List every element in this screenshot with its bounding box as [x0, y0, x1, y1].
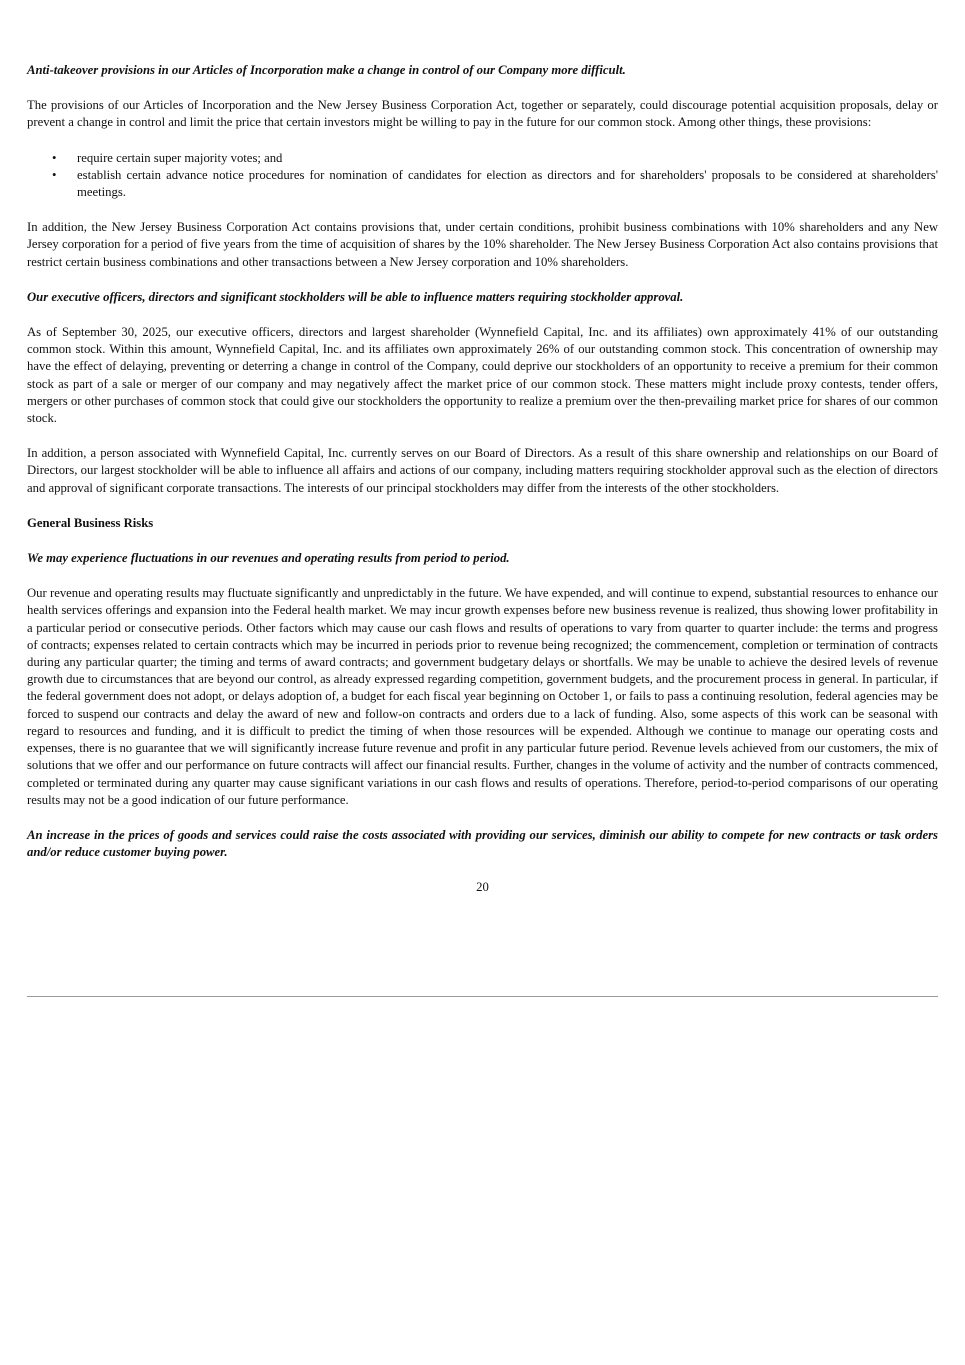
bullet-icon: •	[52, 167, 57, 182]
nj-business-act-paragraph: In addition, the New Jersey Business Corporation Act contains provisions that, under certain conditions, prohibit business combinations with 10% shareholders and any New Jersey corporation for a period of five years from the time of acquisition of shares by the 10% shareholder. The New Jersey Business Corporation Act also contains provisions that restrict certain business combinations and other transactions between a New Jersey corporation and 10% shareholders.	[27, 220, 938, 269]
list-item-text: establish certain advance notice procedures for nomination of candidates for election as directors and for shareholders' proposals to be considered at shareholders' meetings.	[77, 167, 938, 200]
list-item-text: require certain super majority votes; and	[77, 150, 283, 165]
page-divider	[27, 996, 938, 997]
bullet-icon: •	[52, 150, 57, 165]
document-page	[27, 62, 938, 897]
page-number: 20	[476, 880, 489, 895]
general-business-risks-title: General Business Risks	[27, 515, 154, 530]
ownership-paragraph: As of September 30, 2025, our executive officers, directors and largest shareholder (Wynnefield Capital, Inc. and its affiliates) own approximately 41% of our outstanding common stock. Within this amount, Wynnefield Capital, Inc. and its affiliates own approximately 26% of our outstanding common stock. This concentration of ownership may have the effect of delaying, preventing or deterring a change in control of the Company, could deprive our stockholders of an opportunity to receive a premium for their common stock as part of a sale or merger of our company and may negatively affect the market price of our common stock. These matters might include proxy contests, tender offers, mergers or other purchases of common stock that could give our stockholders the opportunity to realize a premium over the then-prevailing market price for shares of our common stock.	[27, 325, 938, 426]
fluctuations-paragraph: Our revenue and operating results may fluctuate significantly and unpredictably in the future. We have expended, and will continue to expend, substantial resources to enhance our health services offerings and expansion into the Federal health market. We may incur growth expenses before new business revenue is realized, thus showing lower profitability in a particular period or consecutive periods. Other factors which may cause our cash flows and results of operations to vary from quarter to quarter include: the terms and progress of contracts; expenses related to certain contracts which may be incurred in periods prior to revenue being recognized; the commencement, completion or termination of contracts during any particular quarter; the timing and terms of award contracts; and government budgetary delays or shortfalls. We may be unable to achieve the desired levels of revenue growth due to circumstances that are beyond our control, as already expressed regarding competition, government budgets, and the procurement process in general. In particular, if the federal government does not adopt, or delays adoption of, a budget for each fiscal year beginning on October 1, or fails to pass a continuing resolution, federal agencies may be forced to suspend our contracts and delay the award of new and follow-on contracts and orders due to a lack of funding. Also, some aspects of this work can be seasonal with regard to resources and funding, and it is difficult to predict the timing of when those resources will be expended. Although we continue to manage our operating costs and expenses, there is no guarantee that we will significantly increase future revenue and profit in any particular future period. Revenue levels achieved from our customers, the mix of solutions that we offer and our performance on future contracts will affect our financial results. Further, changes in the volume of activity and the number of contracts commenced, completed or terminated during any quarter may cause significant variations in our cash flows and results of operations. Therefore, period-to-period comparisons of our operating results may not be a good indication of our future performance.	[27, 586, 938, 807]
stockholders-influence-heading: Our executive officers, directors and significant stockholders will be able to influence matters requiring stockholder approval.	[27, 289, 684, 304]
anti-takeover-paragraph: The provisions of our Articles of Incorporation and the New Jersey Business Corporation Act, together or separately, could discourage potential acquisition proposals, delay or prevent a change in control and limit the price that certain investors might be willing to pay in the future for our common stock. Among other things, these provisions:	[27, 98, 938, 130]
list-item	[27, 150, 938, 167]
provisions-list	[27, 150, 938, 202]
list-item	[27, 167, 938, 201]
board-influence-paragraph: In addition, a person associated with Wynnefield Capital, Inc. currently serves on our Board of Directors. As a result of this share ownership and relationships on our Board of Directors, our largest stockholder will be able to influence all affairs and actions of our company, including matters requiring stockholder approval such as the election of directors and approval of significant corporate transactions. The interests of our principal stockholders may differ from the interests of the other stockholders.	[27, 446, 938, 495]
anti-takeover-heading: Anti-takeover provisions in our Articles of Incorporation make a change in control of our Company more difficult.	[27, 63, 626, 77]
fluctuations-heading: We may experience fluctuations in our revenues and operating results from period to period.	[27, 551, 510, 566]
price-increase-heading: An increase in the prices of goods and services could raise the costs associated with providing our services, diminish our ability to compete for new contracts or task orders and/or reduce customer buying power.	[27, 827, 938, 860]
